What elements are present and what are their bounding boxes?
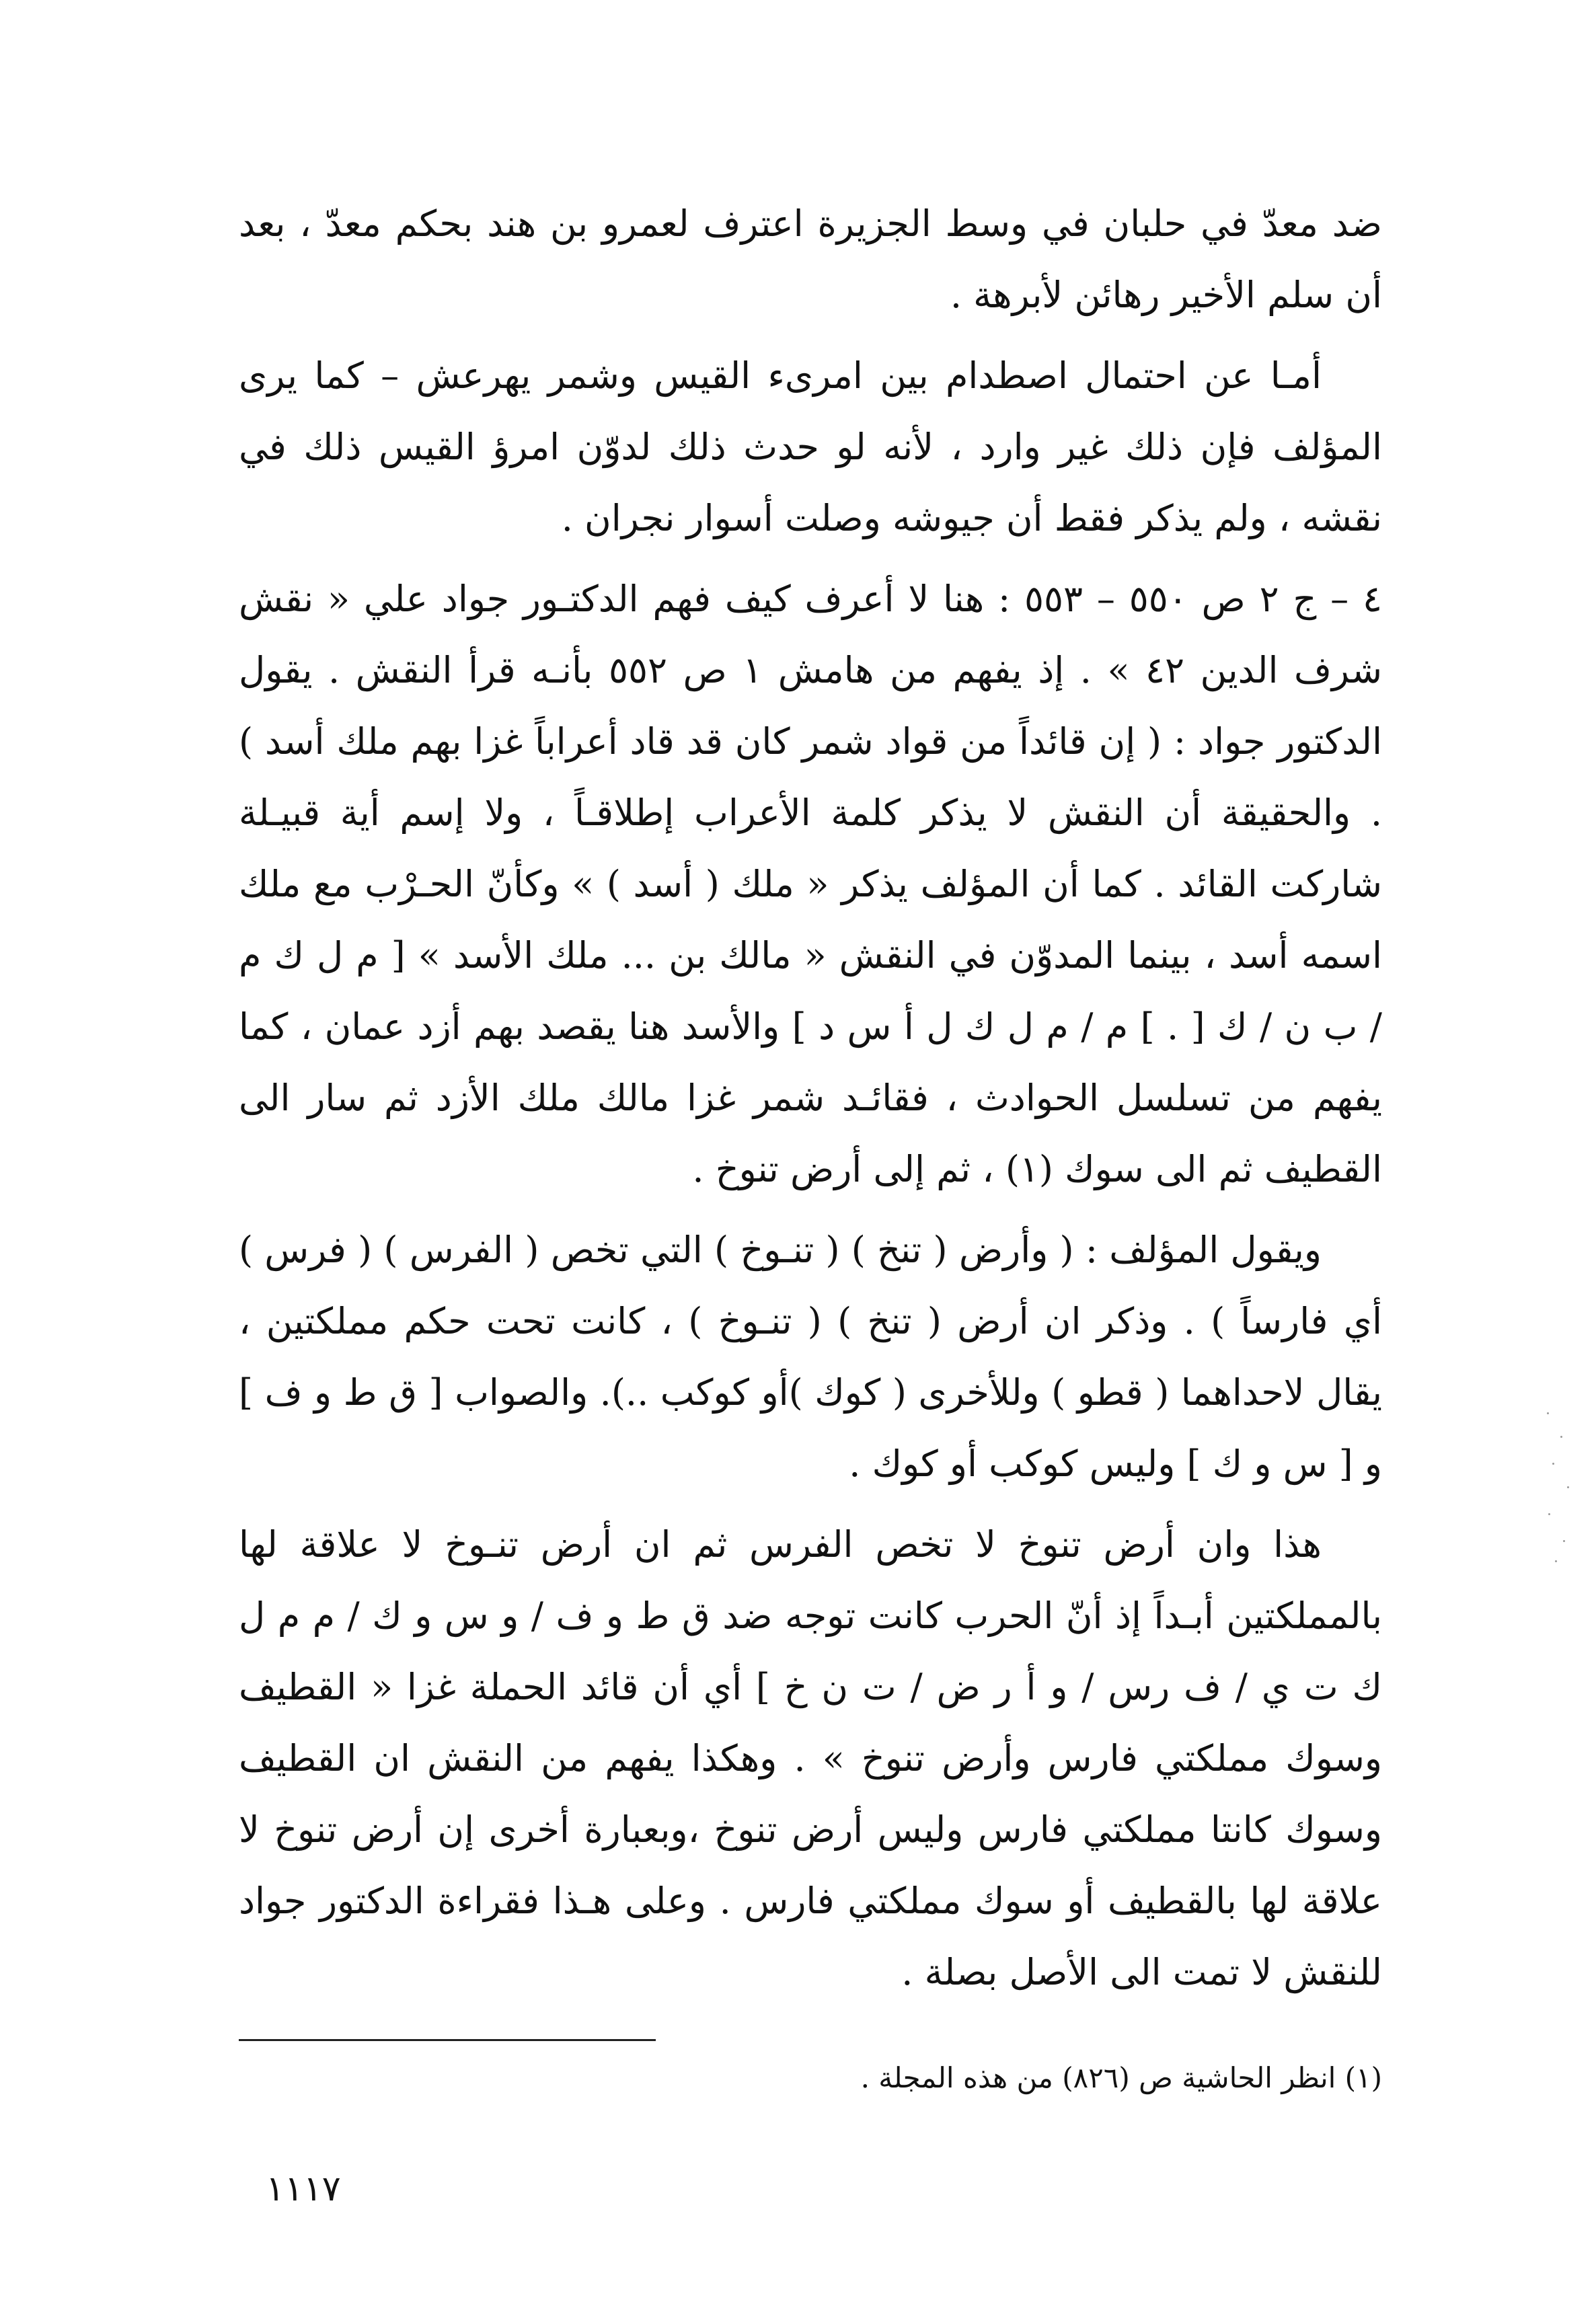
scan-specks — [1540, 1399, 1581, 1574]
paragraph-1: ضد معدّ في حلبان في وسط الجزيرة اعترف لعمرو بن هند بحكم معدّ ، بعد أن سلم الأخير رهائن لأبرهة . — [239, 202, 1382, 316]
paragraph-5: هذا وان أرض تنوخ لا تخص الفرس ثم ان أرض تنـوخ لا علاقة لها بالمملكتين أبـداً إذ أنّ الحرب كانت توجه ضد ق ط و ف / و س و ك / م م ل ك ت ي / ف رس / و أ ر ض / ت ن خ ] أي أن قائد الحملة غزا « القطيف وسوك مملكتي فارس وأرض تنوخ » . وهكذا يفهم من النقش ان القطيف وسوك كانتا مملكتي فارس وليس أرض تنوخ ،وبعبارة أخرى إن أرض تنوخ لا علاقة لها بالقطيف أو سوك مملكتي فارس . وعلى هـذا فقراءة الدكتور جواد للنقش لا تمت الى الأصل بصلة . — [239, 1523, 1382, 1993]
paragraph-4: ويقول المؤلف : ( وأرض ( تنخ ) ( تنـوخ ) التي تخص ( الفرس ) ( فرس ) أي فارساً ) . وذكر ان أرض ( تنخ ) ( تنـوخ ) ، كانت تحت حكم مملكتين ، يقال لاحداهما ( قطو ) وللأخرى ( كوك )أو كوكب ..). والصواب [ ق ط و ف ] و [ س و ك ] وليس كوكب أو كوك . — [239, 1229, 1382, 1485]
paragraph-3: ٤ – ج ٢ ص ٥٥٠ – ٥٥٣ : هنا لا أعرف كيف فهم الدكتـور جواد علي « نقش شرف الدين ٤٢ » . إذ يفهم من هامش ١ ص ٥٥٢ بأنـه قرأ النقش . يقول الدكتور جواد : ( إن قائداً من قواد شمر كان قد قاد أعراباً غزا بهم ملك أسد ) . والحقيقة أن النقش لا يذكر كلمة الأعراب إطلاقـاً ، ولا إسم أية قبيـلة شاركت القائد . كما أن المؤلف يذكر « ملك ( أسد ) » وكأنّ الحـرْب مع ملك اسمه أسد ، بينما المدوّن في النقش « مالك بن ... ملك الأسد » [ م ل ك م / ب ن / ك [ . ] م / م ل ك ل أ س د ] والأسد هنا يقصد بهم أزد عمان ، كما يفهم من تسلسل الحوادث ، فقائـد شمر غزا مالك ملك الأزد ثم سار الى القطيف ثم الى سوك (١) ، ثم إلى أرض تنوخ . — [239, 578, 1382, 1190]
scan-speck — [1567, 1486, 1569, 1488]
scan-speck — [1555, 1560, 1557, 1562]
scan-speck — [1552, 1463, 1554, 1465]
footnote-divider — [239, 2039, 656, 2041]
page-body — [239, 188, 1382, 2008]
scan-speck — [1547, 1412, 1549, 1414]
paragraph-2: أمـا عن احتمال اصطدام بين امرىء القيس وشمر يهرعش – كما يرى المؤلف فإن ذلك غير وارد ، لأنه لو حدث ذلك لدوّن امرؤ القيس ذلك في نقشه ، ولم يذكر فقط أن جيوشه وصلت أسوار نجران . — [239, 354, 1382, 539]
scan-speck — [1560, 1436, 1562, 1438]
scan-speck — [1563, 1540, 1565, 1542]
page-number: ١١١٧ — [266, 2169, 341, 2209]
scan-speck — [1548, 1513, 1550, 1515]
footnote: (١) انظر الحاشية ص (٨٢٦) من هذه المجلة . — [860, 2061, 1382, 2094]
